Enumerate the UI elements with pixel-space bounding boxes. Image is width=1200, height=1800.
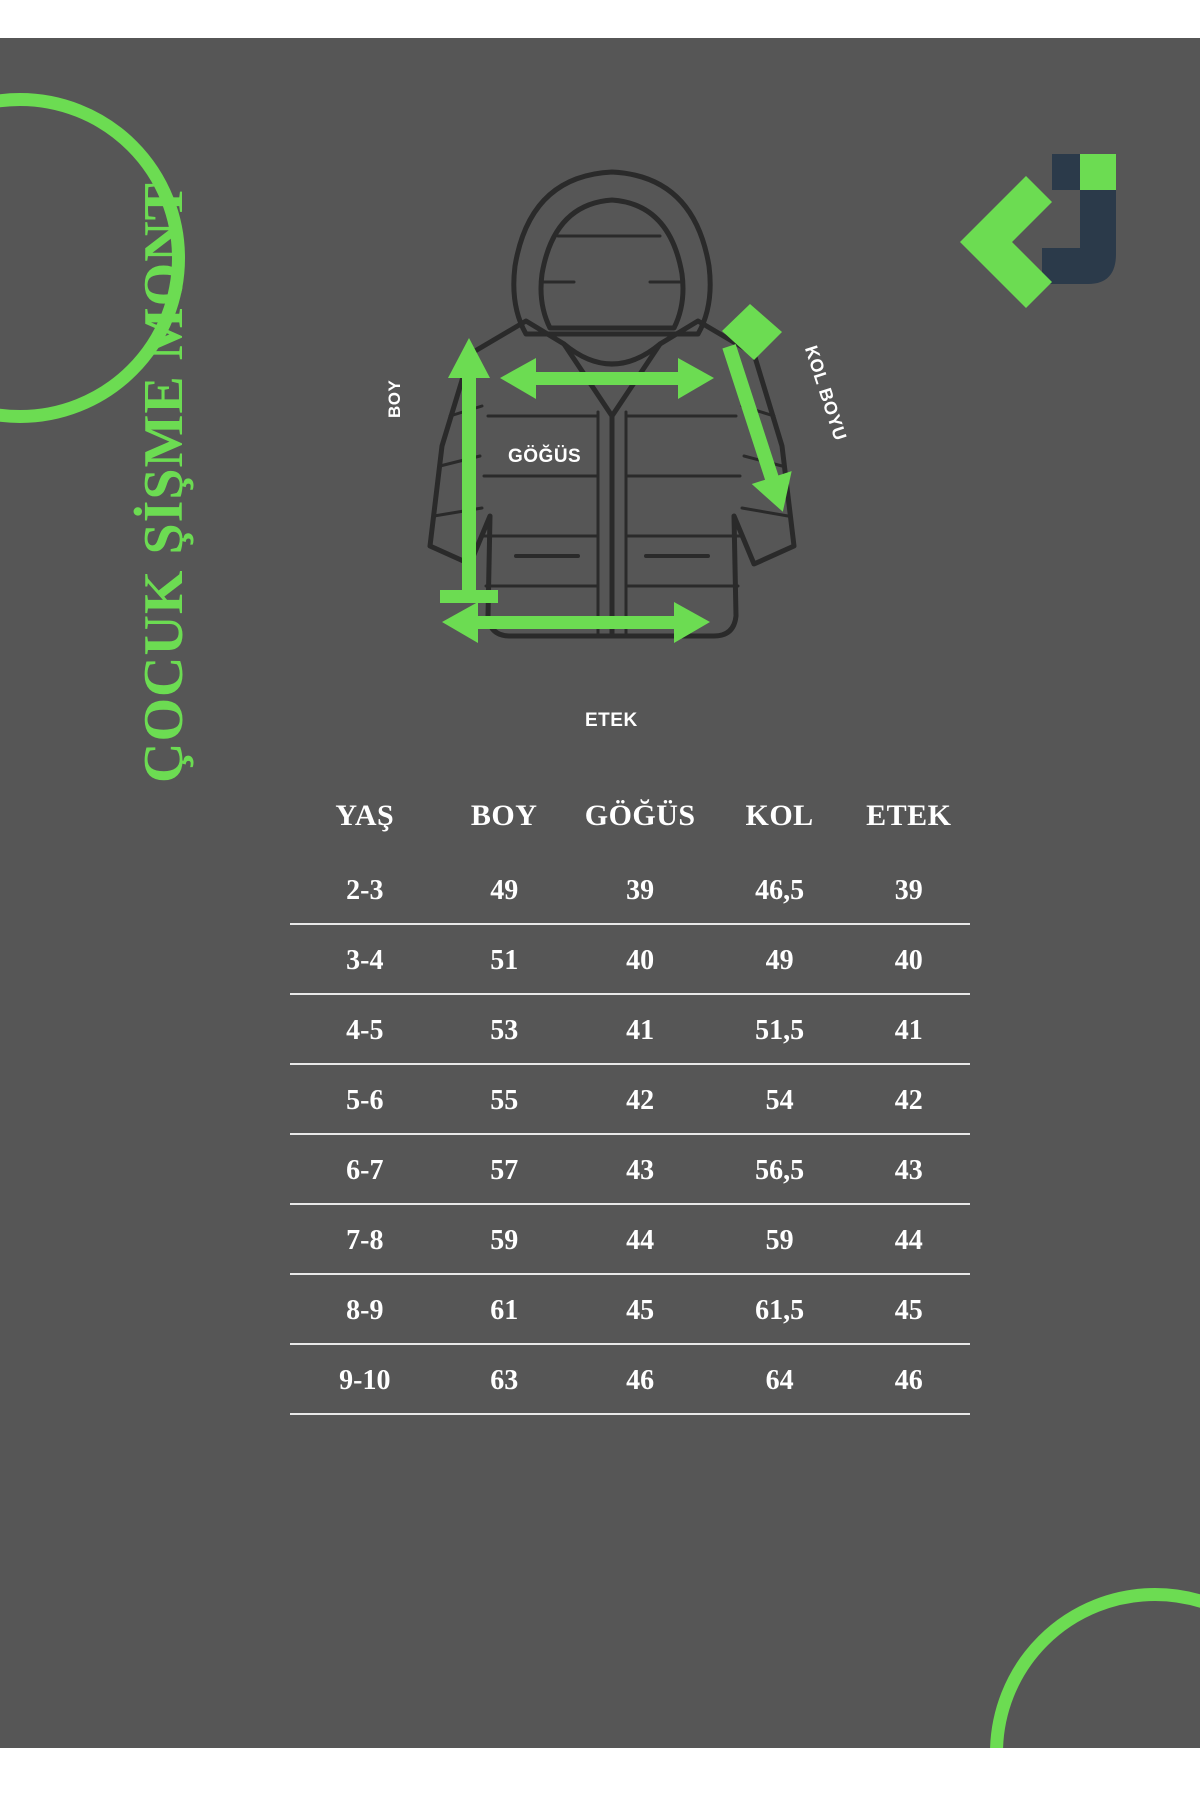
brand-logo bbox=[930, 136, 1140, 346]
cell-boy: 53 bbox=[440, 994, 569, 1064]
cell-etek: 43 bbox=[848, 1134, 970, 1204]
cell-kol: 51,5 bbox=[712, 994, 848, 1064]
cell-gogus: 40 bbox=[569, 924, 712, 994]
cell-yas: 6-7 bbox=[290, 1134, 440, 1204]
cell-etek: 39 bbox=[848, 855, 970, 924]
size-chart-card bbox=[0, 38, 1200, 1748]
table-row bbox=[290, 1064, 970, 1134]
cell-boy: 55 bbox=[440, 1064, 569, 1134]
cell-gogus: 39 bbox=[569, 855, 712, 924]
table-row bbox=[290, 1134, 970, 1204]
decorative-ring-bottom-right bbox=[990, 1588, 1200, 1748]
table-header-row bbox=[290, 798, 970, 855]
cell-gogus: 46 bbox=[569, 1344, 712, 1414]
table-row bbox=[290, 1344, 970, 1414]
cell-kol: 64 bbox=[712, 1344, 848, 1414]
cell-yas: 8-9 bbox=[290, 1274, 440, 1344]
column-header-etek: ETEK bbox=[866, 799, 952, 832]
cell-yas: 7-8 bbox=[290, 1204, 440, 1274]
column-header-kol: KOL bbox=[745, 799, 814, 832]
cell-boy: 49 bbox=[440, 855, 569, 924]
label-gogus: GÖĞÜS bbox=[508, 446, 582, 467]
page-title: ÇOCUK ŞİŞME MONT bbox=[133, 182, 195, 783]
cell-kol: 54 bbox=[712, 1064, 848, 1134]
table-row bbox=[290, 1274, 970, 1344]
size-table bbox=[290, 798, 970, 1415]
cell-gogus: 42 bbox=[569, 1064, 712, 1134]
cell-etek: 44 bbox=[848, 1204, 970, 1274]
column-header-boy: BOY bbox=[470, 799, 538, 832]
table-row bbox=[290, 855, 970, 924]
cell-boy: 59 bbox=[440, 1204, 569, 1274]
cell-kol: 56,5 bbox=[712, 1134, 848, 1204]
table-row bbox=[290, 924, 970, 994]
table-row bbox=[290, 1204, 970, 1274]
cell-etek: 40 bbox=[848, 924, 970, 994]
cell-yas: 2-3 bbox=[290, 855, 440, 924]
cell-yas: 4-5 bbox=[290, 994, 440, 1064]
cell-yas: 9-10 bbox=[290, 1344, 440, 1414]
label-boy: BOY bbox=[385, 379, 404, 418]
cell-boy: 63 bbox=[440, 1344, 569, 1414]
cell-gogus: 43 bbox=[569, 1134, 712, 1204]
cell-boy: 57 bbox=[440, 1134, 569, 1204]
cell-gogus: 41 bbox=[569, 994, 712, 1064]
cell-gogus: 44 bbox=[569, 1204, 712, 1274]
cell-gogus: 45 bbox=[569, 1274, 712, 1344]
column-header-yas: YAŞ bbox=[335, 799, 395, 832]
column-header-gogus: GÖĞÜS bbox=[584, 799, 696, 832]
cell-etek: 42 bbox=[848, 1064, 970, 1134]
cell-kol: 59 bbox=[712, 1204, 848, 1274]
cell-etek: 46 bbox=[848, 1344, 970, 1414]
cell-etek: 41 bbox=[848, 994, 970, 1064]
cell-boy: 61 bbox=[440, 1274, 569, 1344]
cell-etek: 45 bbox=[848, 1274, 970, 1344]
cell-yas: 5-6 bbox=[290, 1064, 440, 1134]
cell-kol: 61,5 bbox=[712, 1274, 848, 1344]
label-kol-boyu: KOL BOYU bbox=[800, 343, 851, 444]
cell-boy: 51 bbox=[440, 924, 569, 994]
cell-kol: 46,5 bbox=[712, 855, 848, 924]
table-row bbox=[290, 994, 970, 1064]
cell-yas: 3-4 bbox=[290, 924, 440, 994]
jacket-illustration bbox=[330, 116, 890, 676]
cell-kol: 49 bbox=[712, 924, 848, 994]
label-etek: ETEK bbox=[585, 710, 638, 731]
